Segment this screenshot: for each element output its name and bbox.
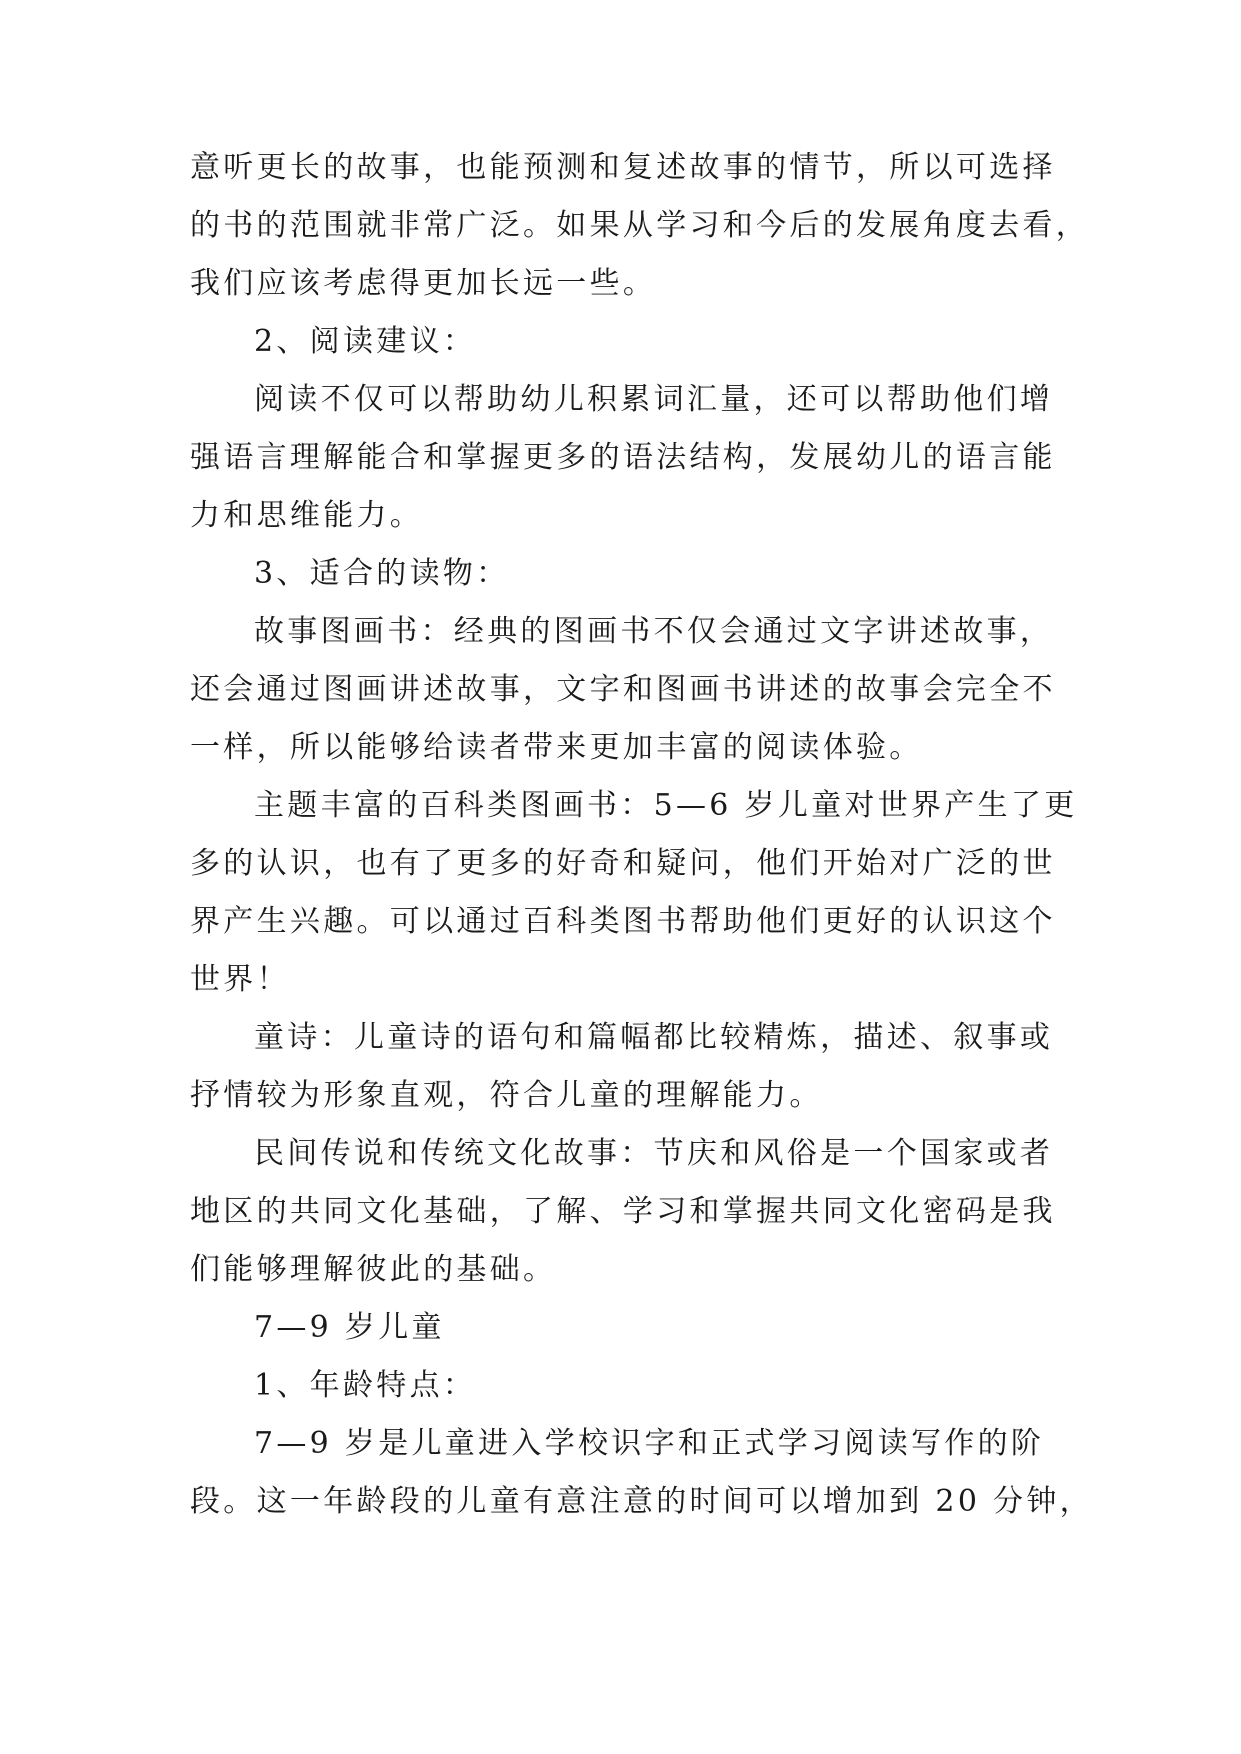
text-line: 民间传说和传统文化故事：节庆和风俗是一个国家或者 <box>254 1136 1054 1171</box>
text-line: 意听更长的故事，也能预测和复述故事的情节，所以可选择 <box>190 150 1056 185</box>
text-line: 7—9 岁是儿童进入学校识字和正式学习阅读写作的阶 <box>254 1426 1045 1461</box>
text-line: 一样，所以能够给读者带来更加丰富的阅读体验。 <box>190 730 923 765</box>
section-heading: 7—9 岁儿童 <box>254 1310 445 1345</box>
text-line: 主题丰富的百科类图画书：5—6 岁儿童对世界产生了更 <box>254 788 1078 823</box>
section-heading: 2、阅读建议： <box>254 324 477 359</box>
text-line: 地区的共同文化基础，了解、学习和掌握共同文化密码是我 <box>190 1194 1056 1229</box>
section-heading: 3、适合的读物： <box>254 556 510 591</box>
text-line: 世界！ <box>190 962 290 997</box>
text-line: 抒情较为形象直观，符合儿童的理解能力。 <box>190 1078 823 1113</box>
text-line: 们能够理解彼此的基础。 <box>190 1252 557 1287</box>
text-line: 多的认识，也有了更多的好奇和疑问，他们开始对广泛的世 <box>190 846 1056 881</box>
text-line: 强语言理解能合和掌握更多的语法结构，发展幼儿的语言能 <box>190 440 1056 475</box>
text-line: 我们应该考虑得更加长远一些。 <box>190 266 657 301</box>
text-line: 童诗：儿童诗的语句和篇幅都比较精炼，描述、叙事或 <box>254 1020 1054 1055</box>
section-heading: 1、年龄特点： <box>254 1368 477 1403</box>
text-line: 还会通过图画讲述故事，文字和图画书讲述的故事会完全不 <box>190 672 1056 707</box>
text-line: 界产生兴趣。可以通过百科类图书帮助他们更好的认识这个 <box>190 904 1056 939</box>
text-line: 的书的范围就非常广泛。如果从学习和今后的发展角度去看， <box>190 208 1090 243</box>
text-line: 故事图画书：经典的图画书不仅会通过文字讲述故事， <box>254 614 1054 649</box>
text-line: 力和思维能力。 <box>190 498 424 533</box>
text-line: 阅读不仅可以帮助幼儿积累词汇量，还可以帮助他们增 <box>254 382 1054 417</box>
text-line: 段。这一年龄段的儿童有意注意的时间可以增加到 20 分钟， <box>190 1484 1093 1519</box>
